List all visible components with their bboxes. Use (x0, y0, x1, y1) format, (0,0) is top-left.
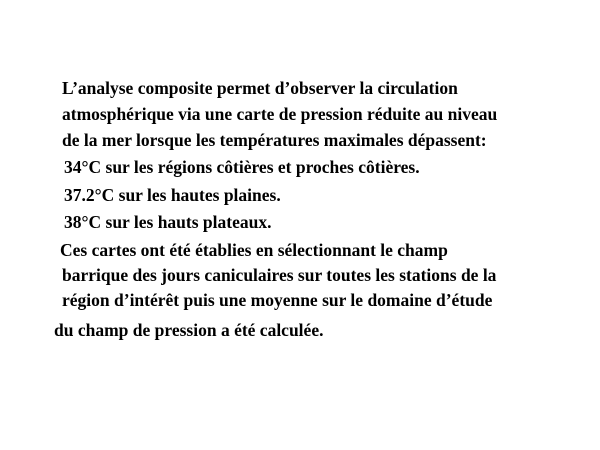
paragraph2-line4: du champ de pression a été calculée. (54, 320, 324, 340)
paragraph1-line1: L’analyse composite permet d’observer la circulation (62, 78, 458, 98)
threshold-high-plateaus: 38°C sur les hauts plateaux. (64, 212, 272, 232)
threshold-coastal: 34°C sur les régions côtières et proches côtières. (64, 157, 420, 177)
paragraph1-line2: atmosphérique via une carte de pression réduite au niveau (62, 104, 498, 124)
threshold-high-plains: 37.2°C sur les hautes plaines. (64, 185, 281, 205)
paragraph2-line2: barrique des jours caniculaires sur toutes les stations de la (62, 265, 497, 285)
paragraph2-line1: Ces cartes ont été établies en sélectionnant le champ (60, 240, 448, 260)
paragraph1-line3: de la mer lorsque les températures maximales dépassent: (62, 130, 487, 150)
paragraph2-line3: région d’intérêt puis une moyenne sur le domaine d’étude (62, 290, 493, 310)
